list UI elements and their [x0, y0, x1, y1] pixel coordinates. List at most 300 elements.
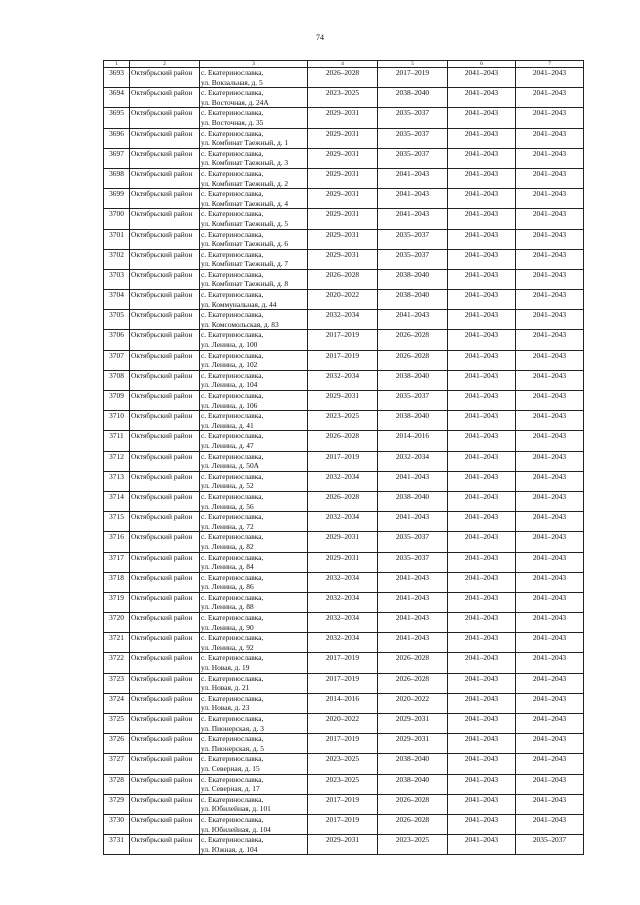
address	[200, 653, 308, 673]
period-col-5: 2035–2037	[378, 249, 448, 269]
row-number: 3710	[104, 411, 130, 431]
address-street: ул. Комсомольская, д. 83	[201, 319, 279, 329]
address-settlement: с. Екатеринославка,	[201, 592, 264, 602]
address-street: ул. Комбинат Таежный, д. 2	[201, 178, 289, 188]
period-col-5: 2038–2040	[378, 370, 448, 390]
period-col-4: 2026–2028	[308, 491, 378, 511]
district: Октябрьский район	[130, 794, 200, 814]
address-street: ул. Ленина, д. 90	[201, 622, 254, 632]
address-settlement: с. Екатеринославка,	[201, 68, 264, 77]
column-header: 7	[516, 61, 584, 68]
period-col-5: 2041–2043	[378, 572, 448, 592]
period-col-6: 2041–2043	[448, 269, 516, 289]
district: Октябрьский район	[130, 431, 200, 451]
address	[200, 330, 308, 350]
address-settlement: с. Екатеринославка,	[201, 148, 264, 158]
table-row	[104, 754, 584, 774]
address-street: ул. Комбинат Таежный, д. 4	[201, 198, 289, 208]
address-street: ул. Ленина, д. 102	[201, 360, 258, 370]
row-number: 3699	[104, 189, 130, 209]
district: Октябрьский район	[130, 330, 200, 350]
table-row	[104, 108, 584, 128]
address-settlement: с. Екатеринославка,	[201, 835, 264, 845]
row-number: 3715	[104, 512, 130, 532]
table-row	[104, 653, 584, 673]
period-col-4: 2029–2031	[308, 108, 378, 128]
table-row	[104, 290, 584, 310]
period-col-7: 2041–2043	[516, 290, 584, 310]
row-number: 3694	[104, 88, 130, 108]
period-col-4: 2023–2025	[308, 411, 378, 431]
address-settlement: с. Екатеринославка,	[201, 189, 264, 199]
address-settlement: с. Екатеринославка,	[201, 88, 264, 98]
district: Октябрьский район	[130, 491, 200, 511]
period-col-5: 2038–2040	[378, 411, 448, 431]
address-street: ул. Коммунальная, д. 44	[201, 299, 277, 309]
address	[200, 350, 308, 370]
period-col-6: 2041–2043	[448, 249, 516, 269]
period-col-7: 2041–2043	[516, 411, 584, 431]
address	[200, 673, 308, 693]
period-col-7: 2041–2043	[516, 633, 584, 653]
period-col-5: 2041–2043	[378, 189, 448, 209]
period-col-6: 2041–2043	[448, 290, 516, 310]
period-col-7: 2041–2043	[516, 68, 584, 88]
row-number: 3711	[104, 431, 130, 451]
period-col-5: 2026–2028	[378, 330, 448, 350]
registry-table	[103, 60, 584, 855]
address-settlement: с. Екатеринославка,	[201, 552, 264, 562]
row-number: 3708	[104, 370, 130, 390]
period-col-7: 2041–2043	[516, 714, 584, 734]
address	[200, 269, 308, 289]
period-col-5: 2038–2040	[378, 754, 448, 774]
address	[200, 108, 308, 128]
table-row	[104, 330, 584, 350]
period-col-4: 2017–2019	[308, 794, 378, 814]
period-col-5: 2038–2040	[378, 269, 448, 289]
period-col-7: 2041–2043	[516, 552, 584, 572]
period-col-6: 2041–2043	[448, 754, 516, 774]
address-settlement: с. Екатеринославка,	[201, 714, 264, 723]
period-col-6: 2041–2043	[448, 411, 516, 431]
address	[200, 290, 308, 310]
row-number: 3700	[104, 209, 130, 229]
row-number: 3726	[104, 734, 130, 754]
address-street: ул. Ленина, д. 82	[201, 541, 254, 551]
district: Октябрьский район	[130, 754, 200, 774]
table-row	[104, 128, 584, 148]
period-col-4: 2017–2019	[308, 734, 378, 754]
table-row	[104, 88, 584, 108]
period-col-6: 2041–2043	[448, 633, 516, 653]
period-col-4: 2032–2034	[308, 471, 378, 491]
address-settlement: с. Екатеринославка,	[201, 673, 264, 683]
column-header: 5	[378, 61, 448, 68]
address-street: ул. Ленина, д. 41	[201, 420, 254, 430]
period-col-4: 2029–2031	[308, 128, 378, 148]
address-settlement: с. Екатеринославка,	[201, 168, 264, 178]
address-settlement: с. Екатеринославка,	[201, 794, 264, 804]
period-col-6: 2041–2043	[448, 391, 516, 411]
district: Октябрьский район	[130, 673, 200, 693]
period-col-5: 2041–2043	[378, 613, 448, 633]
district: Октябрьский район	[130, 310, 200, 330]
address	[200, 88, 308, 108]
period-col-7: 2041–2043	[516, 350, 584, 370]
period-col-4: 2032–2034	[308, 370, 378, 390]
table-row	[104, 835, 584, 855]
row-number: 3695	[104, 108, 130, 128]
row-number: 3719	[104, 592, 130, 612]
address-street: ул. Комбинат Таежный, д. 8	[201, 279, 289, 289]
address-settlement: с. Екатеринославка,	[201, 310, 264, 320]
address	[200, 512, 308, 532]
address-street: ул. Ленина, д. 92	[201, 642, 254, 652]
period-col-7: 2041–2043	[516, 774, 584, 794]
table-row	[104, 592, 584, 612]
address	[200, 168, 308, 188]
period-col-5: 2026–2028	[378, 653, 448, 673]
table-row	[104, 714, 584, 734]
period-col-6: 2041–2043	[448, 229, 516, 249]
period-col-6: 2041–2043	[448, 532, 516, 552]
period-col-4: 2029–2031	[308, 148, 378, 168]
district: Октябрьский район	[130, 512, 200, 532]
row-number: 3696	[104, 128, 130, 148]
period-col-6: 2041–2043	[448, 431, 516, 451]
period-col-7: 2041–2043	[516, 391, 584, 411]
address	[200, 310, 308, 330]
table-row	[104, 633, 584, 653]
column-header: 4	[308, 61, 378, 68]
address-street: ул. Северная, д. 17	[201, 784, 260, 794]
row-number: 3730	[104, 814, 130, 834]
period-col-7: 2041–2043	[516, 128, 584, 148]
address-settlement: с. Екатеринославка,	[201, 471, 264, 481]
address	[200, 532, 308, 552]
period-col-4: 2032–2034	[308, 592, 378, 612]
address-street: ул. Ленина, д. 72	[201, 521, 254, 531]
period-col-6: 2041–2043	[448, 88, 516, 108]
district: Октябрьский район	[130, 653, 200, 673]
district: Октябрьский район	[130, 269, 200, 289]
row-number: 3702	[104, 249, 130, 269]
district: Октябрьский район	[130, 249, 200, 269]
address-settlement: с. Екатеринославка,	[201, 532, 264, 542]
address-street: ул. Ленина, д. 50А	[201, 461, 260, 471]
period-col-7: 2041–2043	[516, 209, 584, 229]
period-col-7: 2041–2043	[516, 249, 584, 269]
period-col-4: 2032–2034	[308, 512, 378, 532]
period-col-5: 2026–2028	[378, 673, 448, 693]
table-row	[104, 693, 584, 713]
address-street: ул. Новая, д. 19	[201, 663, 250, 673]
address-street: ул. Южная, д. 104	[201, 844, 258, 854]
period-col-4: 2023–2025	[308, 754, 378, 774]
period-col-5: 2026–2028	[378, 350, 448, 370]
address	[200, 249, 308, 269]
address	[200, 451, 308, 471]
address	[200, 431, 308, 451]
period-col-6: 2041–2043	[448, 835, 516, 855]
address	[200, 209, 308, 229]
address-street: ул. Комбинат Таежный, д. 5	[201, 218, 289, 228]
table-row	[104, 411, 584, 431]
period-col-4: 2017–2019	[308, 673, 378, 693]
page-number: 74	[316, 33, 324, 42]
period-col-4: 2032–2034	[308, 572, 378, 592]
period-col-7: 2041–2043	[516, 532, 584, 552]
row-number: 3714	[104, 491, 130, 511]
row-number: 3712	[104, 451, 130, 471]
period-col-4: 2026–2028	[308, 269, 378, 289]
table-row	[104, 229, 584, 249]
period-col-7: 2041–2043	[516, 592, 584, 612]
period-col-6: 2041–2043	[448, 491, 516, 511]
address-street: ул. Комбинат Таежный, д. 1	[201, 138, 289, 148]
row-number: 3716	[104, 532, 130, 552]
address-settlement: с. Екатеринославка,	[201, 350, 264, 360]
address-street: ул. Ленина, д. 56	[201, 501, 254, 511]
period-col-4: 2029–2031	[308, 552, 378, 572]
address-settlement: с. Екатеринославка,	[201, 391, 264, 400]
period-col-7: 2041–2043	[516, 88, 584, 108]
period-col-5: 2035–2037	[378, 229, 448, 249]
row-number: 3701	[104, 229, 130, 249]
period-col-4: 2014–2016	[308, 693, 378, 713]
address-settlement: с. Екатеринославка,	[201, 491, 264, 501]
address	[200, 471, 308, 491]
row-number: 3722	[104, 653, 130, 673]
row-number: 3717	[104, 552, 130, 572]
table-row	[104, 451, 584, 471]
table-row	[104, 552, 584, 572]
period-col-7: 2041–2043	[516, 572, 584, 592]
address-street: ул. Ленина, д. 106	[201, 400, 258, 410]
district: Октябрьский район	[130, 189, 200, 209]
row-number: 3728	[104, 774, 130, 794]
period-col-7: 2041–2043	[516, 673, 584, 693]
column-header: 3	[200, 61, 308, 68]
period-col-7: 2041–2043	[516, 148, 584, 168]
address-settlement: с. Екатеринославка,	[201, 613, 264, 623]
period-col-7: 2041–2043	[516, 229, 584, 249]
address-settlement: с. Екатеринославка,	[201, 249, 264, 259]
district: Октябрьский район	[130, 68, 200, 88]
table-row	[104, 68, 584, 88]
table-row	[104, 734, 584, 754]
period-col-5: 2032–2034	[378, 451, 448, 471]
district: Октябрьский район	[130, 168, 200, 188]
district: Октябрьский район	[130, 471, 200, 491]
address	[200, 734, 308, 754]
table-row	[104, 431, 584, 451]
period-col-6: 2041–2043	[448, 451, 516, 471]
period-col-5: 2041–2043	[378, 209, 448, 229]
period-col-5: 2014–2016	[378, 431, 448, 451]
address-settlement: с. Екатеринославка,	[201, 653, 264, 663]
address-street: ул. Новая, д. 21	[201, 683, 250, 693]
row-number: 3698	[104, 168, 130, 188]
period-col-4: 2029–2031	[308, 532, 378, 552]
district: Октябрьский район	[130, 774, 200, 794]
period-col-5: 2038–2040	[378, 88, 448, 108]
address-street: ул. Комбинат Таежный, д. 6	[201, 239, 289, 249]
address-settlement: с. Екатеринославка,	[201, 774, 264, 784]
address-settlement: с. Екатеринославка,	[201, 512, 264, 522]
table-row	[104, 532, 584, 552]
address-settlement: с. Екатеринославка,	[201, 209, 264, 219]
column-number-row	[104, 61, 584, 68]
period-col-7: 2041–2043	[516, 512, 584, 532]
district: Октябрьский район	[130, 451, 200, 471]
period-col-7: 2041–2043	[516, 693, 584, 713]
address	[200, 613, 308, 633]
period-col-5: 2035–2037	[378, 552, 448, 572]
table-row	[104, 491, 584, 511]
district: Октябрьский район	[130, 290, 200, 310]
period-col-7: 2041–2043	[516, 269, 584, 289]
address	[200, 754, 308, 774]
address-street: ул. Ленина, д. 84	[201, 562, 254, 572]
period-col-5: 2026–2028	[378, 794, 448, 814]
table-row	[104, 512, 584, 532]
table-row	[104, 613, 584, 633]
period-col-6: 2041–2043	[448, 774, 516, 794]
address-settlement: с. Екатеринославка,	[201, 128, 264, 138]
period-col-5: 2041–2043	[378, 168, 448, 188]
period-col-4: 2017–2019	[308, 451, 378, 471]
address-settlement: с. Екатеринославка,	[201, 572, 264, 582]
period-col-6: 2041–2043	[448, 613, 516, 633]
period-col-6: 2041–2043	[448, 471, 516, 491]
period-col-4: 2023–2025	[308, 88, 378, 108]
address	[200, 491, 308, 511]
period-col-6: 2041–2043	[448, 653, 516, 673]
period-col-5: 2023–2025	[378, 835, 448, 855]
row-number: 3718	[104, 572, 130, 592]
row-number: 3713	[104, 471, 130, 491]
period-col-6: 2041–2043	[448, 209, 516, 229]
period-col-5: 2035–2037	[378, 128, 448, 148]
period-col-5: 2041–2043	[378, 512, 448, 532]
period-col-6: 2041–2043	[448, 673, 516, 693]
period-col-4: 2017–2019	[308, 330, 378, 350]
period-col-4: 2026–2028	[308, 68, 378, 88]
address	[200, 693, 308, 713]
period-col-6: 2041–2043	[448, 734, 516, 754]
period-col-6: 2041–2043	[448, 714, 516, 734]
district: Октябрьский район	[130, 552, 200, 572]
district: Октябрьский район	[130, 108, 200, 128]
address-settlement: с. Екатеринославка,	[201, 229, 264, 239]
district: Октябрьский район	[130, 209, 200, 229]
address-street: ул. Ленина, д. 88	[201, 602, 254, 612]
table-row	[104, 391, 584, 411]
row-number: 3724	[104, 693, 130, 713]
address-street: ул. Северная, д. 15	[201, 763, 260, 773]
period-col-6: 2041–2043	[448, 128, 516, 148]
address-street: ул. Пионерская, д. 5	[201, 743, 264, 753]
table-row	[104, 794, 584, 814]
district: Октябрьский район	[130, 633, 200, 653]
period-col-5: 2026–2028	[378, 814, 448, 834]
district: Октябрьский район	[130, 734, 200, 754]
address	[200, 148, 308, 168]
address-street: ул. Вокзальная, д. 5	[201, 77, 263, 87]
district: Октябрьский район	[130, 835, 200, 855]
period-col-5: 2038–2040	[378, 491, 448, 511]
period-col-6: 2041–2043	[448, 68, 516, 88]
period-col-4: 2029–2031	[308, 168, 378, 188]
row-number: 3709	[104, 391, 130, 411]
address-settlement: с. Екатеринославка,	[201, 633, 264, 643]
address	[200, 370, 308, 390]
period-col-6: 2041–2043	[448, 794, 516, 814]
period-col-6: 2041–2043	[448, 512, 516, 532]
address-settlement: с. Екатеринославка,	[201, 108, 264, 118]
period-col-4: 2026–2028	[308, 431, 378, 451]
address-street: ул. Восточная, д. 35	[201, 117, 264, 127]
address-street: ул. Новая, д. 23	[201, 703, 250, 713]
table-row	[104, 189, 584, 209]
period-col-4: 2017–2019	[308, 350, 378, 370]
address-settlement: с. Екатеринославка,	[201, 370, 264, 380]
district: Октябрьский район	[130, 128, 200, 148]
period-col-5: 2035–2037	[378, 108, 448, 128]
address	[200, 714, 308, 734]
period-col-7: 2041–2043	[516, 108, 584, 128]
period-col-6: 2041–2043	[448, 350, 516, 370]
district: Октябрьский район	[130, 370, 200, 390]
address	[200, 411, 308, 431]
table-row	[104, 148, 584, 168]
address-settlement: с. Екатеринославка,	[201, 431, 264, 441]
period-col-7: 2041–2043	[516, 653, 584, 673]
address-settlement: с. Екатеринославка,	[201, 451, 264, 461]
column-header: 2	[130, 61, 200, 68]
row-number: 3725	[104, 714, 130, 734]
period-col-6: 2041–2043	[448, 592, 516, 612]
period-col-4: 2023–2025	[308, 774, 378, 794]
period-col-5: 2029–2031	[378, 734, 448, 754]
address-street: ул. Ленина, д. 52	[201, 481, 254, 491]
address	[200, 128, 308, 148]
row-number: 3723	[104, 673, 130, 693]
period-col-5: 2035–2037	[378, 148, 448, 168]
address-settlement: с. Екатеринославка,	[201, 411, 264, 421]
address-street: ул. Юбилейная, д. 104	[201, 824, 271, 834]
district: Октябрьский район	[130, 693, 200, 713]
period-col-7: 2041–2043	[516, 451, 584, 471]
district: Октябрьский район	[130, 532, 200, 552]
district: Октябрьский район	[130, 88, 200, 108]
address	[200, 633, 308, 653]
table-row	[104, 249, 584, 269]
address	[200, 794, 308, 814]
period-col-4: 2029–2031	[308, 391, 378, 411]
address-settlement: с. Екатеринославка,	[201, 269, 264, 279]
table-row	[104, 572, 584, 592]
row-number: 3727	[104, 754, 130, 774]
address-settlement: с. Екатеринославка,	[201, 734, 264, 744]
address-street: ул. Восточная, д. 24А	[201, 97, 269, 107]
period-col-7: 2041–2043	[516, 794, 584, 814]
row-number: 3705	[104, 310, 130, 330]
row-number: 3704	[104, 290, 130, 310]
period-col-7: 2041–2043	[516, 330, 584, 350]
